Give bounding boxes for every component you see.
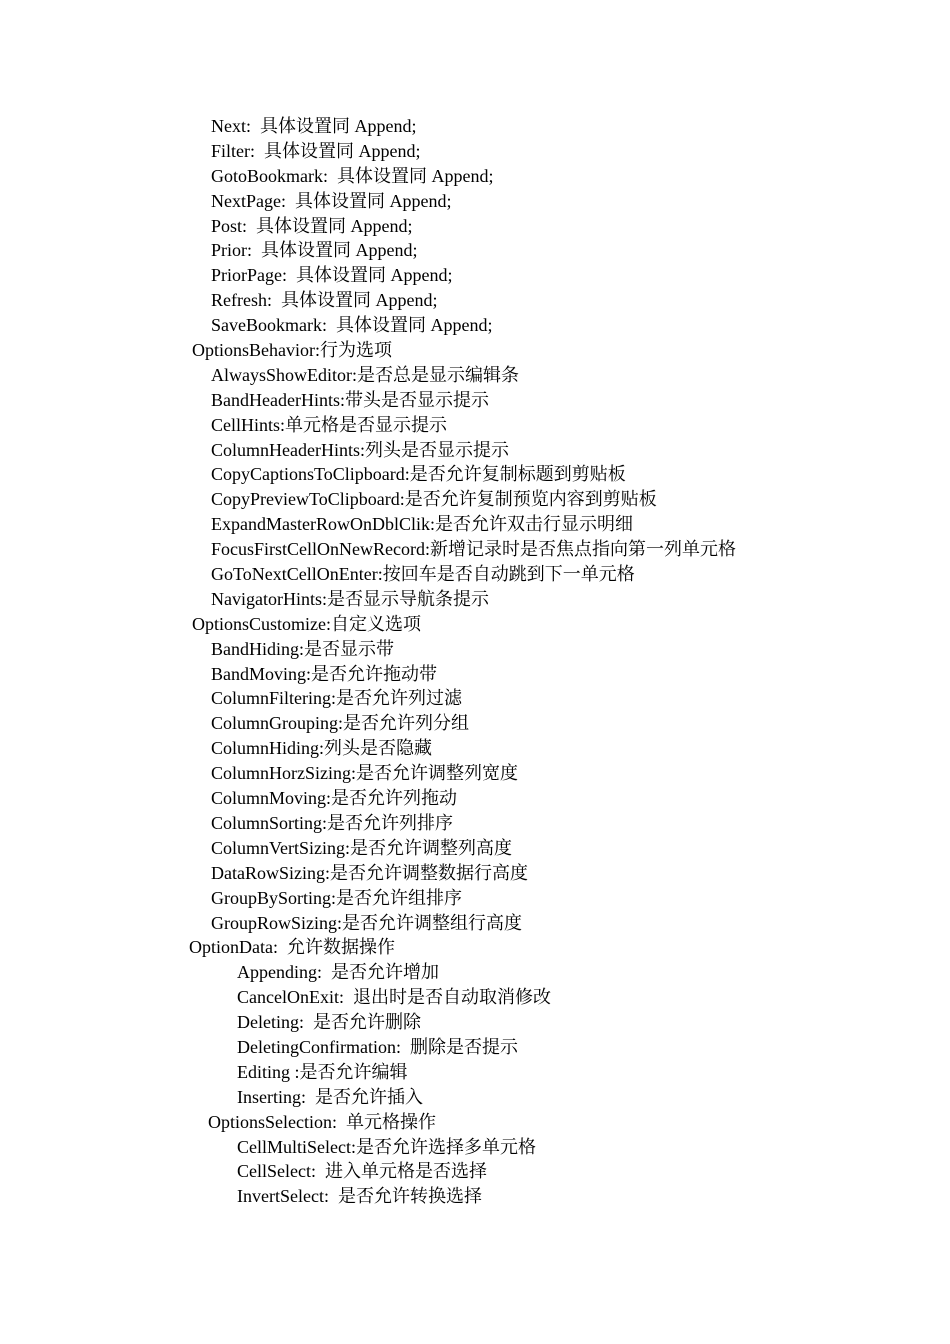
text-line: CopyPreviewToClipboard:是否允许复制预览内容到剪贴板 [211,489,657,510]
text-line: Editing :是否允许编辑 [237,1061,408,1082]
text-line: Prior: 具体设置同 Append; [211,240,418,261]
text-line: OptionsSelection: 单元格操作 [208,1111,436,1132]
text-line: Next: 具体设置同 Append; [211,116,417,136]
text-line: NextPage: 具体设置同 Append; [211,190,452,211]
text-line: Refresh: 具体设置同 Append; [211,290,438,311]
text-line: ColumnSorting:是否允许列排序 [211,812,454,833]
text-line: GroupBySorting:是否允许组排序 [211,887,463,908]
text-line: BandHiding:是否显示带 [211,638,394,659]
text-line: GotoBookmark: 具体设置同 Append; [211,165,494,186]
text-line: ColumnGrouping:是否允许列分组 [211,713,470,734]
text-line: Inserting: 是否允许插入 [237,1086,423,1107]
text-line: AlwaysShowEditor:是否总是显示编辑条 [211,364,519,385]
text-line: Deleting: 是否允许删除 [237,1012,421,1033]
text-line: ColumnHeaderHints:列头是否显示提示 [211,439,509,460]
text-line: OptionsCustomize:自定义选项 [192,613,421,634]
text-line: BandMoving:是否允许拖动带 [211,663,438,684]
text-line: OptionsBehavior:行为选项 [192,340,392,361]
text-line: FocusFirstCellOnNewRecord:新增记录时是否焦点指向第一列单元格 [211,539,736,560]
text-line: Appending: 是否允许增加 [237,962,439,983]
text-line: SaveBookmark: 具体设置同 Append; [211,315,493,336]
text-line: CellMultiSelect:是否允许选择多单元格 [237,1136,536,1157]
text-line: InvertSelect: 是否允许转换选择 [237,1186,482,1207]
text-line: NavigatorHints:是否显示导航条提示 [211,588,489,609]
text-line: PriorPage: 具体设置同 Append; [211,265,453,286]
text-line: CellSelect: 进入单元格是否选择 [237,1161,487,1182]
text-line: ColumnMoving:是否允许列拖动 [211,788,458,809]
text-line: DataRowSizing:是否允许调整数据行高度 [211,862,528,883]
document-body [0,114,950,1209]
text-line: OptionData: 允许数据操作 [189,937,395,958]
text-line: ColumnHiding:列头是否隐藏 [211,738,433,759]
text-line: ColumnVertSizing:是否允许调整列高度 [211,837,512,858]
text-line: Filter: 具体设置同 Append; [211,140,421,161]
text-line: GroupRowSizing:是否允许调整组行高度 [211,912,522,933]
text-line: Post: 具体设置同 Append; [211,215,413,236]
text-line: CellHints:单元格是否显示提示 [211,414,448,435]
text-line: DeletingConfirmation: 删除是否提示 [237,1036,518,1057]
text-line: BandHeaderHints:带头是否显示提示 [211,389,489,410]
text-line: CopyCaptionsToClipboard:是否允许复制标题到剪贴板 [211,464,626,485]
text-line: CancelOnExit: 退出时是否自动取消修改 [237,987,551,1008]
text-line: ColumnFiltering:是否允许列过滤 [211,688,463,709]
text-line: ColumnHorzSizing:是否允许调整列宽度 [211,763,518,784]
text-line: ExpandMasterRowOnDblClik:是否允许双击行显示明细 [211,514,633,535]
text-line: GoToNextCellOnEnter:按回车是否自动跳到下一单元格 [211,564,635,585]
